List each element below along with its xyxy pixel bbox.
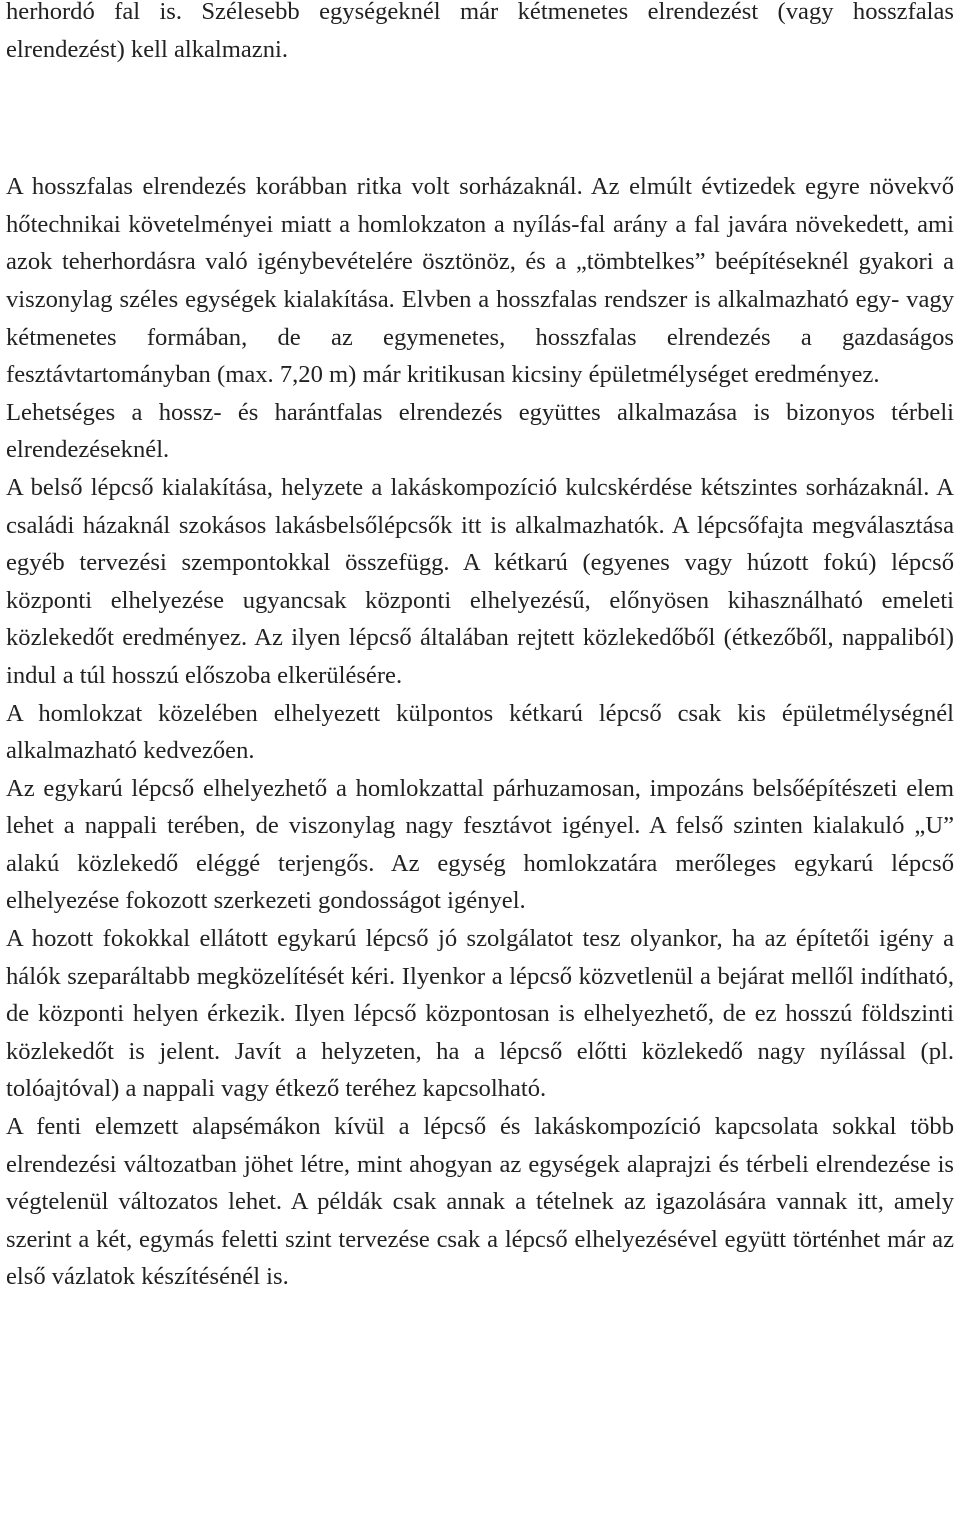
- paragraph-carried-steps: A hozott fokokkal ellátott egykarú lépcső jó szolgálatot tesz olyankor, ha az építetői igény a hálók szeparáltabb megközelítését kéri. Ilyenkor a lépcső közvetlenül a bejárat mellől indítható, de központi helyen érkezik. Ilyen lépcső központosan is elhelyezhető, de ez hosszú földszinti közlekedőt is jelent. Javít a helyzeten, ha a lépcső előtti közlekedő nagy nyílással (pl. tolóajtóval) a nappali vagy étkező teréhez kapcsolható.: [6, 925, 954, 1103]
- paragraph-inner-stairs: A belső lépcső kialakítása, helyzete a lakáskompozíció kulcskérdése kétszintes sorházaknál. A családi házaknál szokásos lakásbelsőlépcsők itt is alkalmazhatók. A lépcsőfajta megválasztása egyéb tervezési szempontokkal összefügg. A kétkarú (egyenes vagy húzott fokú) lépcső központi elhelyezése ugyancsak központi elhelyezésű, előnyösen kihasználható emeleti közlekedőt eredményez. Az ilyen lépcső általában rejtett közlekedőből (étkezőből, nappaliból) indul a túl hosszú előszoba elkerülésére.: [6, 473, 954, 689]
- paragraph-combined-walls: Lehetséges a hossz- és harántfalas elrendezés együttes alkalmazása is bizonyos térbeli elrendezéseknél.: [6, 398, 954, 464]
- paragraph-eccentric-stairs: A homlokzat közelében elhelyezett külpontos kétkarú lépcső csak kis épületmélységnél alkalmazható kedvezően.: [6, 699, 954, 765]
- paragraph-hosszfalas: A hosszfalas elrendezés korábban ritka volt sorházaknál. Az elmúlt évtizedek egyre növekvő hőtechnikai követelményei miatt a homlokzaton a nyílás-fal arány a fal javára növekedett, ami azok teherhordásra való igénybevételére ösztönöz, és a „tömbtelkes” beépítéseknél gyakori a viszonylag széles egységek kialakítása. Elvben a hosszfalas rendszer is alkalmazható egy- vagy kétmenetes formában, de az egymenetes, hosszfalas elrendezés a gazdaságos fesztávtartományban (max. 7,20 m) már kritikusan kicsiny épületmélységet eredményez.: [6, 173, 954, 389]
- paragraph-single-flight-stairs: Az egykarú lépcső elhelyezhető a homlokzattal párhuzamosan, impozáns belsőépítészeti elem lehet a nappali terében, de viszonylag nagy fesztávot igényel. A felső szinten kialakuló „U” alakú közlekedő eléggé terjengős. Az egység homlokzatára merőleges egykarú lépcső elhelyezése fokozott szerkezeti gondosságot igényel.: [6, 774, 954, 915]
- paragraph-conclusion: A fenti elemzett alapsémákon kívül a lépcső és lakáskompozíció kapcsolata sokkal több elrendezési változatban jöhet létre, mint ahogyan az egységek alaprajzi és térbeli elrendezése is végtelenül változatos lehet. A példák csak annak a tételnek az igazolására vannak itt, amely szerint a két, egymás feletti szint tervezése csak a lépcső elhelyezésével együtt történhet már az első vázlatok készítésénél is.: [6, 1113, 954, 1291]
- paragraph-continuation: herhordó fal is. Szélesebb egységeknél már kétmenetes elrendezést (vagy hosszfalas elrendezést) kell alkalmazni.: [6, 0, 954, 63]
